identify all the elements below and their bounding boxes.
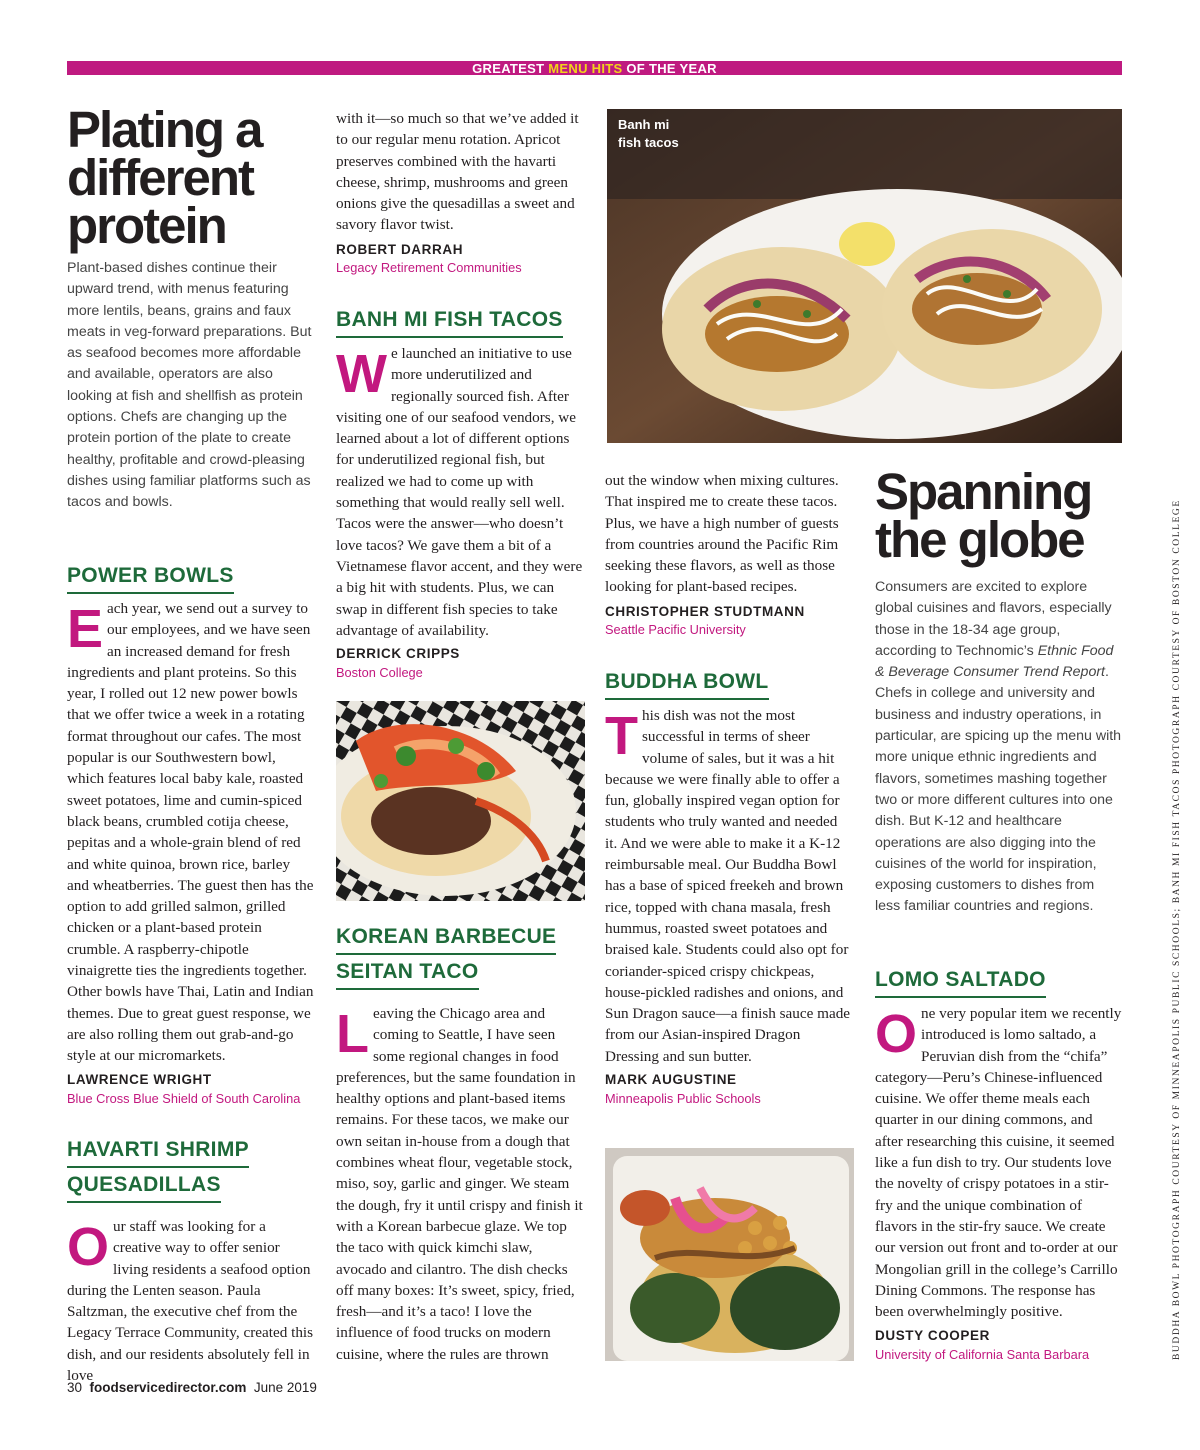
drop-cap: O [67,1217,110,1277]
author-affiliation: Legacy Retirement Communities [336,260,522,275]
heading-text: BUDDHA BOWL [605,665,769,700]
author-affiliation: Seattle Pacific University [605,622,746,637]
havarti-body-continued: with it—so much so that we’ve added it to our regular menu rotation. Apricot preserves combined with the havarti cheese, shrimp, mushrooms and green onions give the quesadillas a sweet and savory flavor twist. [336,110,579,234]
author-name: DUSTY COOPER [875,1328,990,1343]
heading-text: POWER BOWLS [67,559,234,594]
title-line: protein [67,197,226,254]
body-text: ur staff was looking for a creative way to offer senior living residents a seafood option during the Lenten season. Paula Saltzman, the executive chef from the Legacy Terrace Community, created this dish, and our residents absolutely fell in love [67,1218,314,1385]
section-heading-korean [336,920,556,990]
page-number: 30 [67,1380,83,1395]
title-line: Spanning [875,463,1092,520]
korean-body [336,1003,584,1365]
section-heading-power-bowls [67,559,234,594]
heading-text: BANH MI FISH TACOS [336,303,563,338]
author-affiliation: Blue Cross Blue Shield of South Carolina [67,1091,301,1106]
report-title: Ethnic Food & Beverage Consumer Trend Report [875,642,1114,681]
body-text: ach year, we send out a survey to our employees, and we have seen an increased demand for fresh ingredients and plant proteins. So this year, I rolled out 12 new power bowls that we offer twice a week in a rotating format throughout our cafes. The most popular is our Southwestern bowl, which features local baby kale, roasted sweet potatoes, lime and cumin-spiced black beans, crumbled cotija cheese, pepitas and a whole-grain blend of red and white quinoa, brown rice, barley and wheatberries. The guest then has the option to add grilled salmon, grilled chicken or a plant-based protein crumble. A raspberry-chipotle vinaigrette ties the ingredients together. Other bowls have Thai, Latin and Indian themes. Due to great guest response, we are also rolling them out grab-and-go style at our micromarkets. [67,600,314,1065]
article-title-protein [67,101,262,254]
section-heading-havarti [67,1133,249,1203]
credit-text: BUDDHA BOWL PHOTOGRAPH COURTESY OF MINNEAPOLIS PUBLIC SCHOOLS; BANH MI FISH TACOS PHOTOGRAPH COURTESY OF BOSTON COLLEGE [1172,499,1182,1360]
article-title-globe [875,463,1092,568]
section-heading-banh-mi [336,303,563,338]
buddha-bowl-body [605,705,853,1067]
issue-date: June 2019 [253,1380,317,1395]
section-banner [67,61,1122,75]
site-name: foodservicedirector.com [89,1380,247,1395]
korean-body-continued: out the window when mixing cultures. That inspired me to create these tacos. Plus, we have a high number of guests from countries around the Pacific Rim seeking these flavors, as well as those looking for plant-based recipes. [605,472,839,596]
drop-cap: W [336,344,387,404]
author-name: DERRICK CRIPPS [336,646,460,661]
page-footer [67,1380,317,1395]
author-name: MARK AUGUSTINE [605,1072,737,1087]
havarti-body [67,1216,315,1386]
banh-mi-tacos-photo [607,109,1122,443]
title-line: Plating a [67,101,262,158]
heading-text: HAVARTI SHRIMP [67,1133,249,1168]
article-intro-globe [875,577,1123,918]
author-name: ROBERT DARRAH [336,242,464,257]
photo-credit [1160,499,1182,1360]
lomo-saltado-body [875,1003,1123,1322]
korean-taco-photo [336,701,585,901]
author-name: CHRISTOPHER STUDTMANN [605,604,805,619]
banner-text-2: OF THE YEAR [622,61,717,76]
buddha-bowl-photo [605,1148,854,1361]
body-text: e launched an initiative to use more underutilized and regionally sourced fish. After visiting one of our seafood vendors, we learned about a lot of different options for underutilized regional fish, but realized we had to come up with something that would really sell well. Tacos were the answer—who doesn’t love tacos? We gave them a bit of a Vietnamese flavor accent, and they were a big hit with students. Plus, we can swap in different fish species to take advantage of availability. [336,345,583,639]
banner-text-1: GREATEST [472,61,549,76]
section-heading-lomo-saltado [875,963,1046,998]
drop-cap: L [336,1004,369,1064]
banner-text-highlight: MENU HITS [548,61,623,76]
author-name: LAWRENCE WRIGHT [67,1072,212,1087]
banh-mi-body [336,343,584,641]
drop-cap: O [875,1004,918,1064]
article-intro-protein: Plant-based dishes continue their upward trend, with menus featuring more lentils, beans, grains and faux meats in veg-forward preparations. But as seafood becomes more affordable and available, operators are also looking at fish and shellfish as protein options. Chefs are changing up the protein portion of the plate to create healthy, profitable and crowd-pleasing dishes using familiar platforms such as tacos and bowls. [67,260,312,511]
author-affiliation: Minneapolis Public Schools [605,1091,761,1106]
section-heading-buddha-bowl [605,665,769,700]
body-text: his dish was not the most successful in terms of sheer volume of sales, but it was a hit because we were finally able to offer a fun, globally inspired vegan option for students who truly wanted and needed it. And we were able to make it a K-12 reimbursable meal. Our Buddha Bowl has a base of spiced freekeh and brown rice, topped with chana masala, fresh hummus, roasted sweet potatoes and braised kale. Students could also opt for coriander-spiced crispy chickpeas, house-pickled radishes and onions, and Sun Dragon sauce—a finish sauce made from our Asian-inspired Dragon Dressing and sun butter. [605,707,851,1065]
intro-text: . Chefs in college and university and business and industry operations, in particular, are spicing up the menu with more unique ethnic ingredients and flavors, sometimes mashing together two or more different cultures into one dish. But K-12 and healthcare operations are also digging into the cuisines of the world for inspiration, exposing customers to dishes from less familiar countries and regions. [875,664,1122,915]
heading-text: LOMO SALTADO [875,963,1046,998]
heading-text: QUESADILLAS [67,1168,221,1203]
intro-text: Consumers are excited to explore global cuisines and flavors, especially those in the 18-34 age group, according to Technomic’s [875,579,1112,659]
title-line: the globe [875,511,1084,568]
caption-line: Banh mi [618,117,670,132]
author-affiliation: University of California Santa Barbara [875,1347,1090,1362]
heading-text: SEITAN TACO [336,955,479,990]
drop-cap: T [605,706,638,766]
body-text: eaving the Chicago area and coming to Seattle, I have seen some regional changes in food preferences, but the same foundation in healthy options and plant-based items remains. For these tacos, we make our own seitan in-house from a dough that combines wheat flour, vegetable stock, miso, soy, garlic and ginger. We steam the dough, fry it until crispy and finish it with a Korean barbecue glaze. We top the taco with quick kimchi slaw, avocado and cilantro. The dish checks off many boxes: It’s sweet, spicy, fried, fresh—and it’s a taco! I love the influence of food trucks on modern cuisine, where the rules are thrown [336,1005,583,1363]
power-bowls-body [67,598,315,1067]
body-text: ne very popular item we recently introduced is lomo saltado, a Peruvian dish from the “chifa” category—Peru’s Chinese-influenced cuisine. We offer theme meals each quarter in our dining commons, and after researching this cuisine, it seemed like a fun dish to try. Our students love the novelty of crispy potatoes in a stir-fry and the unique combination of flavors in the stir-fry sauce. We create our version out front and to-order at our Mongolian grill in the college’s Carrillo Dining Commons. The response has been overwhelmingly positive. [875,1005,1122,1321]
caption-line: fish tacos [618,135,679,150]
author-affiliation: Boston College [336,665,423,680]
title-line: different [67,149,253,206]
heading-text: KOREAN BARBECUE [336,920,556,955]
drop-cap: E [67,599,104,659]
photo-caption [618,116,679,152]
